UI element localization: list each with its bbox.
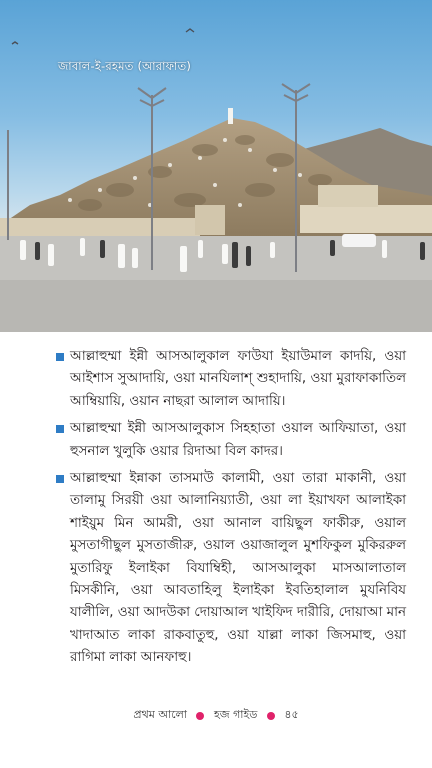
list-item <box>56 418 406 463</box>
page-content <box>0 332 432 768</box>
page-footer <box>0 706 432 725</box>
publication-name: প্রথম আলো <box>133 708 187 721</box>
dua-text: আল্লাহুম্মা ইন্নী আসআলুকাল ফাউযা ইয়াউমাল কাদয়ি, ওয়া আইশাস সুআদায়ি, ওয়া মানযিলাশ্ শুহাদায়ি, ওয়া মুরাফাকাতিল আম্বিয়ায়ি, ওয়ান নাছরা আলাল আদায়ি। <box>70 349 406 409</box>
base-building <box>300 205 432 233</box>
monument-pillar <box>228 108 233 124</box>
ground-foreground <box>0 280 432 332</box>
footer-dot-icon <box>267 712 275 720</box>
dua-list <box>56 346 406 675</box>
base-building <box>318 185 378 207</box>
square-bullet-icon <box>56 425 64 433</box>
white-car <box>342 234 376 247</box>
square-bullet-icon <box>56 475 64 483</box>
dua-text: আল্লাহুম্মা ইন্নী আসআলুকাস সিহহাতা ওয়াল আফিয়াতা, ওয়া হুসনাল খুলুকি ওয়ার রিদাআ বিল কাদর। <box>70 421 406 459</box>
photo-illustration <box>0 0 432 332</box>
base-building <box>195 205 225 235</box>
jabal-rahmah-photo <box>0 0 432 332</box>
list-item <box>56 346 406 413</box>
page-number: ৪৫ <box>284 708 299 721</box>
dua-text: আল্লাহুম্মা ইন্নাকা তাসমাউ কালামী, ওয়া তারা মাকানী, ওয়া তালামু সিরয়ী ওয়া আলানিয়্যাতী, ওয়া লা ইয়াখফা আলাইকা শাইয়ুম মিন আমরী, ওয়া আনাল বায়িছুল ফাকীরু, ওয়াল মুসতাগীছুল মুসতাজীরু, ওয়াল ওয়াজালুল মুশফিকুল মুকিররুল মুতারিফু ইলাইকা বিযাম্বিহী, আসআলুকা মাসআলাতাল মিসকীনি, ওয়া আবতাহিলু ইলাইকা ইবতিহালাল মুযনিবিয যালীলি, ওয়া আদউকা দোয়াআল খাইফিদ দারীরি, দোয়াআ মান খাদাআত লাকা রাকবাতুহু, ওয়া যাল্লা লাকা জিসমাহু, ওয়া রাগিমা লাকা আনফাহু। <box>70 471 406 666</box>
footer-dot-icon <box>196 712 204 720</box>
photo-caption: জাবাল-ই-রহমত (আরাফাত) <box>58 59 192 73</box>
list-item <box>56 468 406 670</box>
guide-name: হজ গাইড <box>213 708 258 721</box>
base-wall <box>0 218 200 236</box>
birds <box>12 29 194 44</box>
square-bullet-icon <box>56 353 64 361</box>
